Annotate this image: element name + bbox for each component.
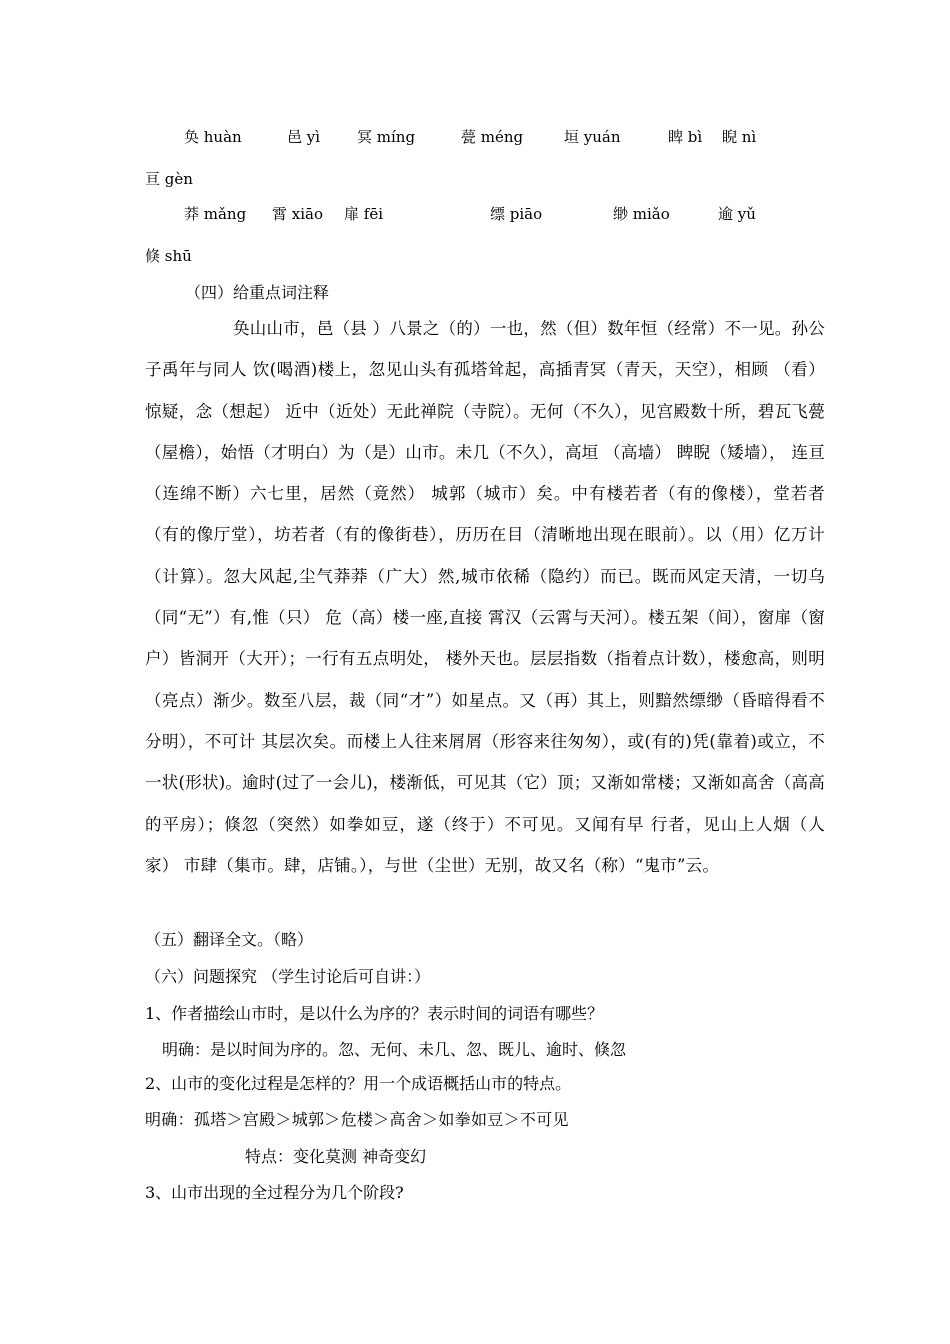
pinyin-item: 垣 yuán — [564, 128, 621, 146]
pinyin-item: 扉 fēi — [344, 205, 383, 223]
question-2: 2、山市的变化过程是怎样的？用一个成语概括山市的特点。 — [145, 1074, 572, 1093]
pinyin-row-2 — [0, 168, 950, 190]
pinyin-row-3 — [0, 203, 950, 225]
pinyin-item: 莽 mǎng — [184, 205, 247, 223]
question-1: 1、作者描绘山市时，是以什么为序的？表示时间的词语有哪些？ — [145, 1004, 604, 1023]
pinyin-item: 亘 gèn — [145, 170, 193, 188]
pinyin-item: 奂 huàn — [184, 128, 242, 146]
pinyin-item: 冥 míng — [357, 128, 416, 146]
pinyin-item: 睥 bì — [668, 128, 703, 146]
section-heading: （五）翻译全文。（略） — [145, 930, 314, 949]
pinyin-item: 甍 méng — [461, 128, 524, 146]
pinyin-item: 逾 yǔ — [718, 205, 756, 223]
section-heading: （四）给重点词注释 — [185, 283, 330, 302]
pinyin-item: 缈 miǎo — [613, 205, 670, 223]
question-3: 3、山市出现的全过程分为几个阶段? — [145, 1183, 404, 1202]
pinyin-row-1 — [0, 126, 950, 148]
pinyin-item: 缥 piāo — [490, 205, 543, 223]
pinyin-item: 霄 xiāo — [272, 205, 323, 223]
annotated-passage: 奂山山市，邑（县 ）八景之（的）一也，然（但）数年恒（经常）不一见。孙公子禹年与同人 饮(喝酒)楼上，忽见山头有孤塔耸起，高插青冥（青天，天空），相顾 （看）惊疑，念（想起） 近中（近处）无此禅院（寺院）。无何（不久），见宫殿数十所，碧瓦飞甍（屋檐），始悟（才明白）为（是）山市。未几（不久），高垣 （高墙） 睥睨（矮墙）， 连亘（连绵不断）六七里，居然（竟然） 城郭（城市）矣。中有楼若者（有的像楼），堂若者（有的像厅堂），坊若者（有的像街巷），历历在目（清晰地出现在眼前）。以（用）亿万计（计算）。忽大风起,尘气莽莽（广大）然,城市依稀（隐约）而已。既而风定天清，一切乌（同“无”）有,惟（只） 危（高）楼一座,直接 霄汉（云霄与天河）。楼五架（间），窗扉（窗户）皆洞开（大开）；一行有五点明处， 楼外天也。层层指数（指着点计数），楼愈高，则明（亮点）渐少。数至八层，裁（同“才”）如星点。又（再）其上，则黯然缥缈（昏暗得看不分明），不可计 其层次矣。而楼上人往来屑屑（形容来往匆匆），或(有的)凭(靠着)或立，不一状(形状)。逾时(过了一会儿)，楼渐低，可见其（它）顶；又渐如常楼；又渐如高舍（高高的平房）；倏忽（突然）如拳如豆，遂（终于）不可见。又闻有早 行者，见山上人烟（人家） 市肆（集市。肆，店铺。），与世（尘世）无别，故又名（称）“鬼市”云。 — [145, 319, 825, 875]
answer-1: 明确：是以时间为序的。忽、无何、未几、忽、既儿、逾时、倏忽 — [162, 1040, 627, 1059]
answer-2: 明确：孤塔＞宫殿＞城郭＞危楼＞高舍＞如拳如豆＞不可见 — [145, 1110, 569, 1129]
pinyin-row-4 — [0, 245, 950, 267]
pinyin-item: 睨 nì — [722, 128, 757, 146]
pinyin-item: 邑 yì — [287, 128, 321, 146]
section-heading: （六）问题探究 （学生讨论后可自讲：） — [145, 967, 431, 986]
answer-2-feature: 特点：变化莫测 神奇变幻 — [245, 1147, 427, 1166]
pinyin-item: 倏 shū — [145, 247, 192, 265]
